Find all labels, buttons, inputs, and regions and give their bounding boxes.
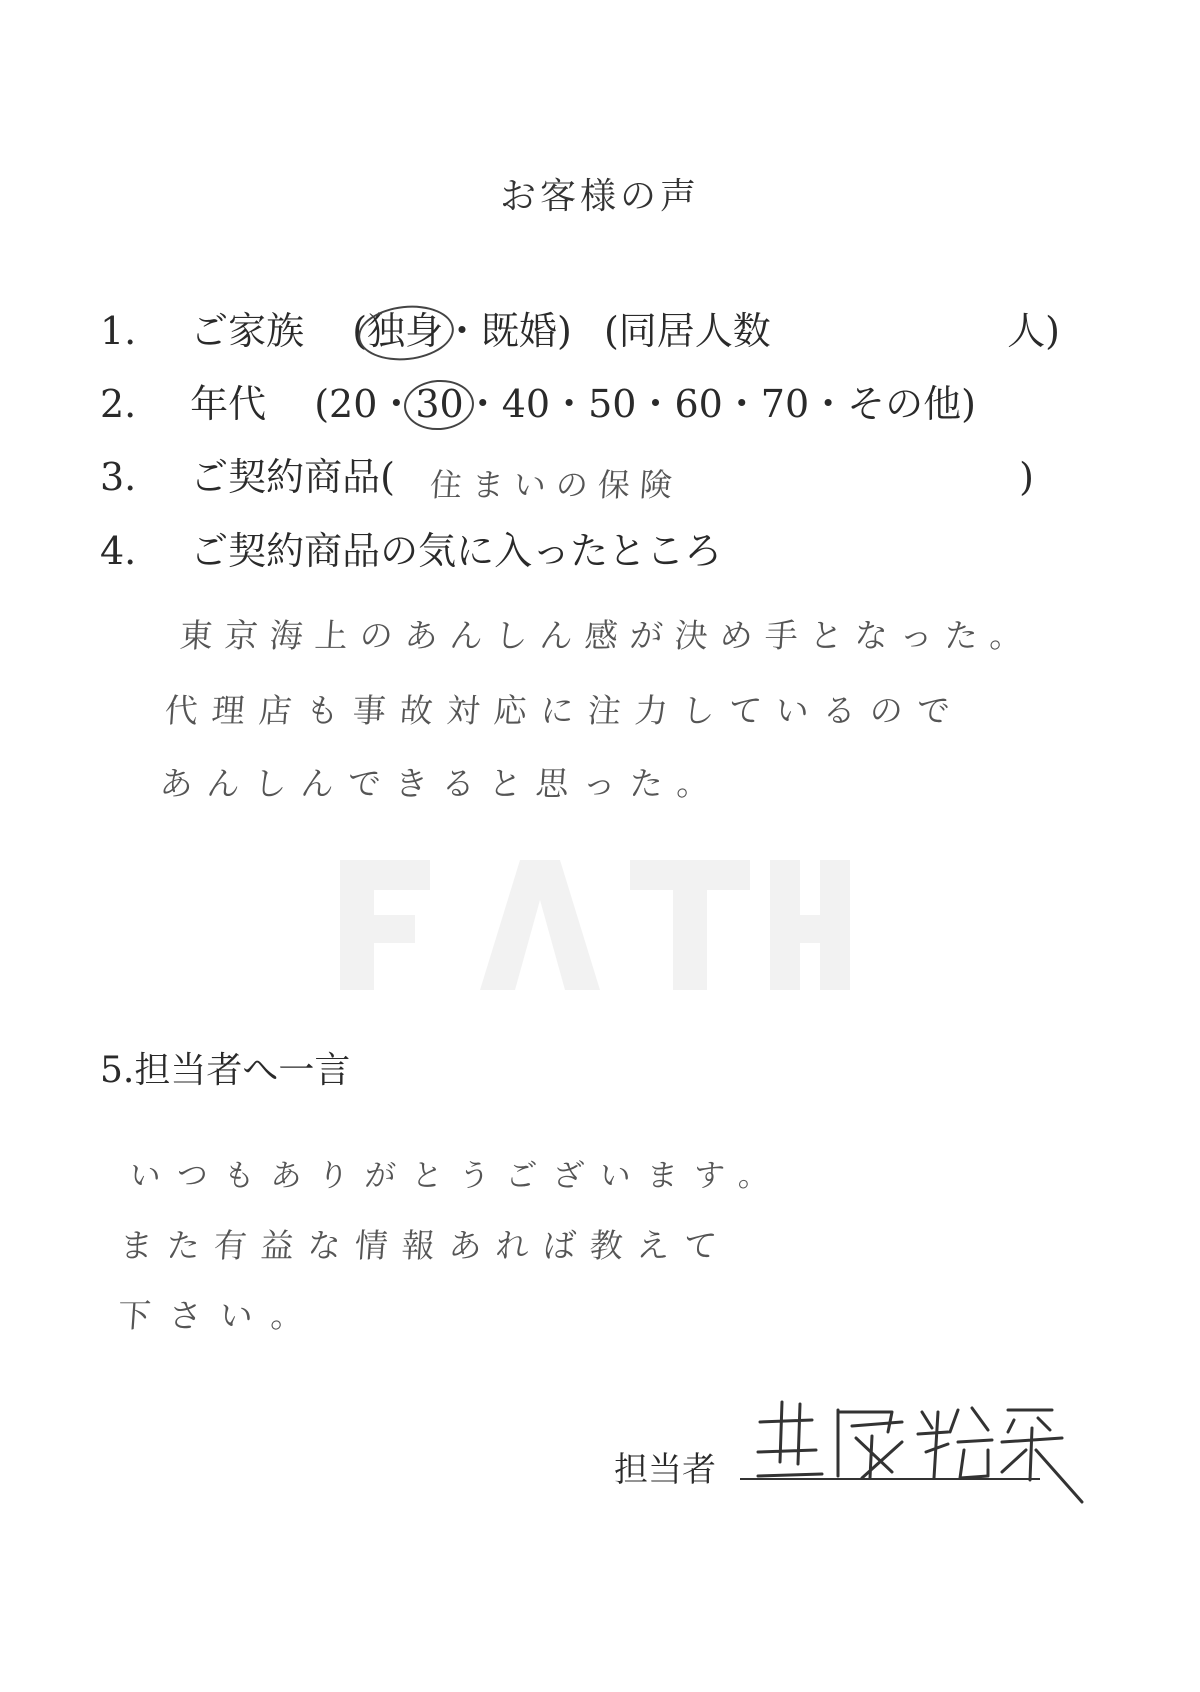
question-message-to-staff: 5.担当者へ一言: [100, 1050, 351, 1091]
question-number: 1.: [100, 309, 137, 353]
question-favorite-point: [100, 529, 1060, 573]
question-label: ご家族: [190, 309, 305, 353]
staff-signature-handwriting: [752, 1392, 1092, 1516]
question-number: 2.: [100, 382, 137, 426]
question-label: ご契約商品(: [190, 455, 395, 499]
question-label: 年代: [190, 382, 267, 426]
family-options: (独身・既婚): [352, 309, 572, 353]
household-count-label: (同居人数: [603, 309, 771, 353]
question-number: 4.: [100, 529, 137, 573]
faint-watermark-logo: [330, 840, 850, 1004]
question-label: ご契約商品の気に入ったところ: [190, 529, 723, 573]
page-title: お客様の声: [499, 176, 700, 217]
favorite-answer-line-3: あんしんできると思った。: [158, 764, 726, 803]
question-number: 3.: [100, 455, 137, 499]
message-answer-line-1: いつもありがとうございます。: [128, 1158, 787, 1194]
favorite-answer-line-2: 代理店も事故対応に注力しているので: [163, 691, 966, 730]
staff-label: 担当者: [614, 1450, 716, 1490]
product-close-paren: ): [1019, 455, 1034, 499]
message-answer-line-3: 下さい。: [116, 1296, 324, 1335]
question-family: [100, 309, 1060, 353]
age-options: (20・30・40・50・60・70・その他): [314, 382, 976, 426]
message-answer-line-2: また有益な情報あれば教えて: [118, 1226, 733, 1265]
household-count-unit: 人): [1007, 309, 1060, 353]
product-answer-handwriting: 住まいの保険: [428, 466, 684, 504]
question-age: [100, 382, 1060, 426]
favorite-answer-line-1: 東京海上のあんしん感が決め手となった。: [178, 616, 1037, 655]
